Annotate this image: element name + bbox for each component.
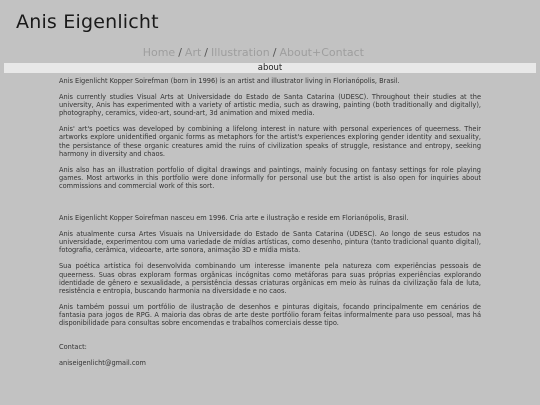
site-title: Anis Eigenlicht xyxy=(16,11,159,33)
about-pt-paragraph: Anis também possui um portfólio de ilustração de desenhos e pinturas digitais, focando principalmente em cenários de fantasia para jogos de RPG. A maioria das obras de arte deste portfólio foram feitas informalmente para uso pessoal, mas há disponibilidade para consultas sobre encomendas e trabalhos comerciais desse tipo. xyxy=(59,302,481,327)
section-spacer xyxy=(59,198,481,214)
contact-label: Contact: xyxy=(59,343,87,352)
about-en-paragraph: Anis Eigenlicht Kopper Soirefman (born in 1996) is an artist and illustrator living in Florianópolis, Brasil. xyxy=(59,77,400,85)
about-pt-paragraph: Anis Eigenlicht Kopper Soirefman nasceu em 1996. Cria arte e ilustração e reside em Florianópolis, Brasil. xyxy=(59,214,409,223)
about-en-paragraph: Anis currently studies Visual Arts at Universidade do Estado de Santa Catarina (UDESC). Throughout their studies at the university, Anis has experimented with a variety of artistic media, such as drawing, painting (both traditionally and digitally), photography, ceramics, video-art, sound-art, 3d animation and mixed media. xyxy=(59,93,481,118)
about-en-paragraph: Anis' art's poetics was developed by combining a lifelong interest in nature with personal experiences of queerness. Their artworks explore unidentified organic forms as metaphors for the artist's experiences exploring gender identity and sexuality, the persistance of these organic creatures amid the ruins of civilization speaks of struggle, resistance and entropy, seeking harmony in diversity and chaos. xyxy=(59,125,481,158)
nav-separator: / xyxy=(204,46,209,59)
about-pt-paragraph: Anis atualmente cursa Artes Visuais na Universidade do Estado de Santa Catarina (UDESC). Ao longo de seus estudos na universidade, experimentou com uma variedade de mídias artísticas, como desenho, pintura (tanto tradicional quanto digital), fotografia, cerâmica, videoarte, arte sonora, animação 3D e mídia mista. xyxy=(59,230,481,255)
nav-art[interactable]: Art xyxy=(184,46,202,59)
nav-illustration[interactable]: Illustration xyxy=(211,46,270,59)
about-en-paragraph: Anis also has an illustration portfolio of digital drawings and paintings, mainly focusing on fantasy settings for role playing games. Most artworks in this portfolio were done informally for personal use but the artist is also open for inquiries about commissions and commercial work of this sort. xyxy=(59,165,481,190)
about-pt-paragraph: Sua poética artística foi desenvolvida combinando um interesse imanente pela natureza com experiências pessoais de queerness. Suas obras exploram formas orgânicas incógnitas como metáforas para suas próprias experiências explorando identidade de gênero e sexualidade, a persistência dessas criaturas orgânicas em meio às ruínas da civilização fala de luta, resistência e entropia, buscando harmonia na diversidade e no caos. xyxy=(59,262,481,295)
nav-separator: / xyxy=(178,46,182,59)
main-nav xyxy=(143,46,364,59)
nav-about-contact[interactable]: About+Contact xyxy=(279,46,364,59)
about-content xyxy=(59,77,481,375)
nav-separator: / xyxy=(272,46,277,59)
contact-email[interactable]: aniseigenlicht@gmail.com xyxy=(59,359,146,368)
section-header: about xyxy=(4,63,536,73)
nav-home[interactable]: Home xyxy=(142,46,176,59)
